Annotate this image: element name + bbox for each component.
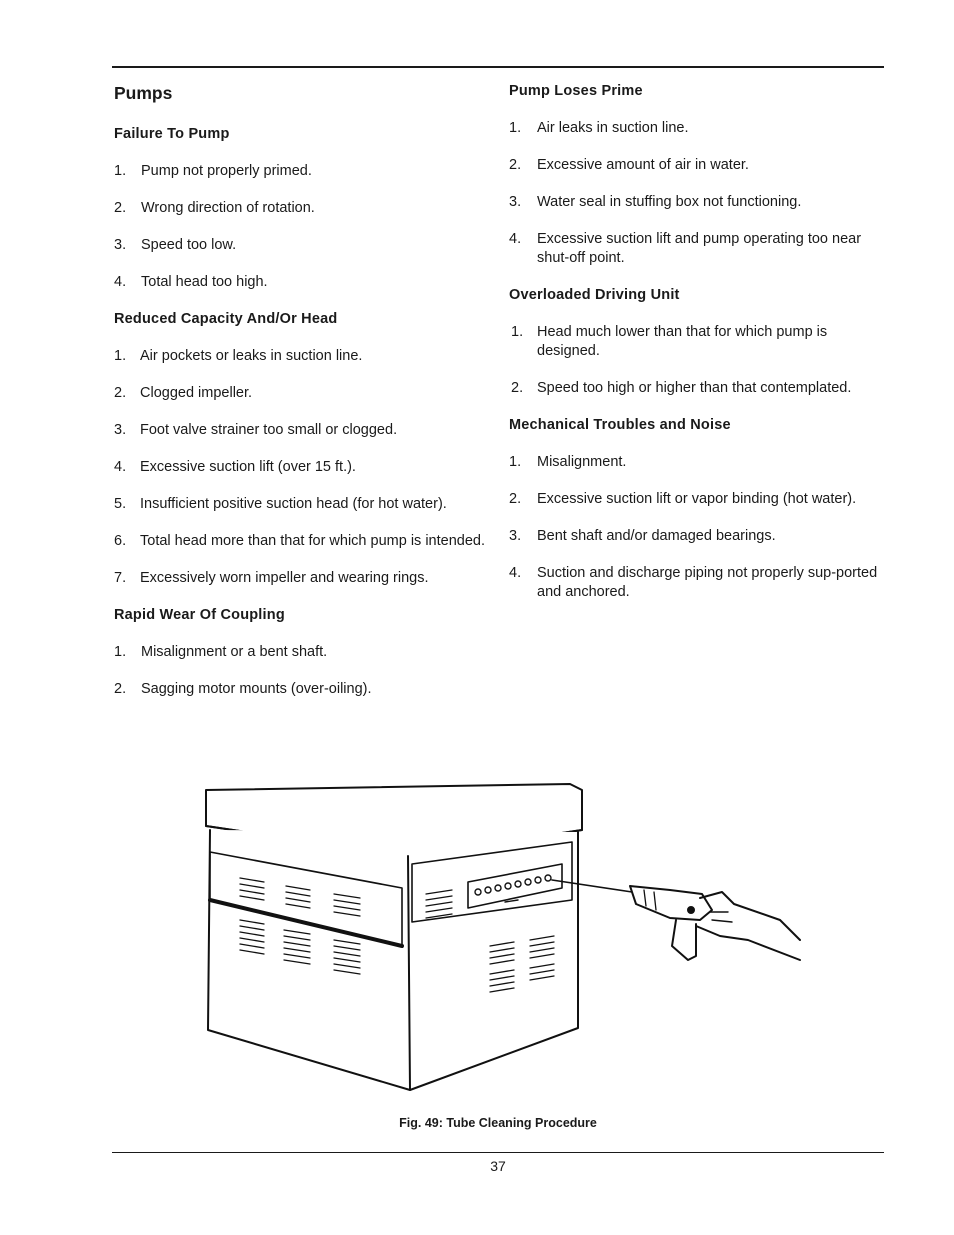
list-rapid-wear — [114, 643, 488, 699]
list-pump-loses-prime — [509, 119, 884, 268]
left-column — [114, 78, 488, 699]
top-rule — [112, 66, 884, 68]
list-item: 4. Excessive suction lift (over 15 ft.). — [114, 459, 356, 475]
list-item: 7. Excessively worn impeller and wearing rings. — [114, 570, 429, 586]
section-heading-failure-to-pump: Failure To Pump — [114, 126, 230, 142]
list-item: 6. Total head more than that for which pump is intended. — [114, 533, 485, 549]
list-item: 2. Speed too high or higher than that contemplated. — [511, 380, 852, 396]
page-title: Pumps — [114, 83, 173, 103]
list-reduced-capacity — [114, 347, 488, 588]
list-item: 4. Total head too high. — [114, 274, 268, 290]
list-item: 1. Air leaks in suction line. — [509, 120, 689, 136]
list-item: 1. Misalignment. — [509, 454, 627, 470]
list-item: 3. Bent shaft and/or damaged bearings. — [509, 528, 776, 544]
list-overloaded-driving-unit — [509, 323, 884, 398]
list-item: 1. Pump not properly primed. — [114, 163, 312, 179]
list-item: 1. Air pockets or leaks in suction line. — [114, 348, 363, 364]
bottom-rule — [112, 1152, 884, 1153]
list-item: 5. Insufficient positive suction head (for hot water). — [114, 496, 447, 512]
list-item: 1. Head much lower than that for which pump is designed. — [511, 324, 828, 359]
list-item: 1. Misalignment or a bent shaft. — [114, 644, 328, 660]
section-heading-pump-loses-prime: Pump Loses Prime — [509, 83, 643, 99]
list-item: 3. Speed too low. — [114, 237, 237, 253]
list-item: 4. Excessive suction lift and pump operating too near shut-off point. — [509, 231, 862, 266]
right-column — [509, 82, 884, 602]
section-heading-overloaded-driving-unit: Overloaded Driving Unit — [509, 287, 680, 303]
figure-tube-cleaning — [200, 760, 810, 1100]
boiler-with-drill-illustration — [200, 760, 810, 1100]
section-heading-mechanical-troubles: Mechanical Troubles and Noise — [509, 417, 731, 433]
list-mechanical-troubles — [509, 453, 884, 602]
list-item: 2. Excessive amount of air in water. — [509, 157, 749, 173]
list-item: 2. Clogged impeller. — [114, 385, 253, 401]
list-item: 2. Excessive suction lift or vapor binding (hot water). — [509, 491, 857, 507]
section-heading-rapid-wear: Rapid Wear Of Coupling — [114, 607, 285, 623]
list-failure-to-pump — [114, 162, 488, 292]
list-item: 2. Sagging motor mounts (over-oiling). — [114, 681, 372, 697]
figure-caption: Fig. 49: Tube Cleaning Procedure — [399, 1116, 597, 1130]
list-item: 4. Suction and discharge piping not properly sup-ported and anchored. — [509, 565, 878, 600]
list-item: 3. Water seal in stuffing box not functioning. — [509, 194, 802, 210]
page-number: 37 — [490, 1158, 506, 1174]
list-item: 2. Wrong direction of rotation. — [114, 200, 315, 216]
section-heading-reduced-capacity: Reduced Capacity And/Or Head — [114, 311, 338, 327]
list-item: 3. Foot valve strainer too small or clogged. — [114, 422, 398, 438]
